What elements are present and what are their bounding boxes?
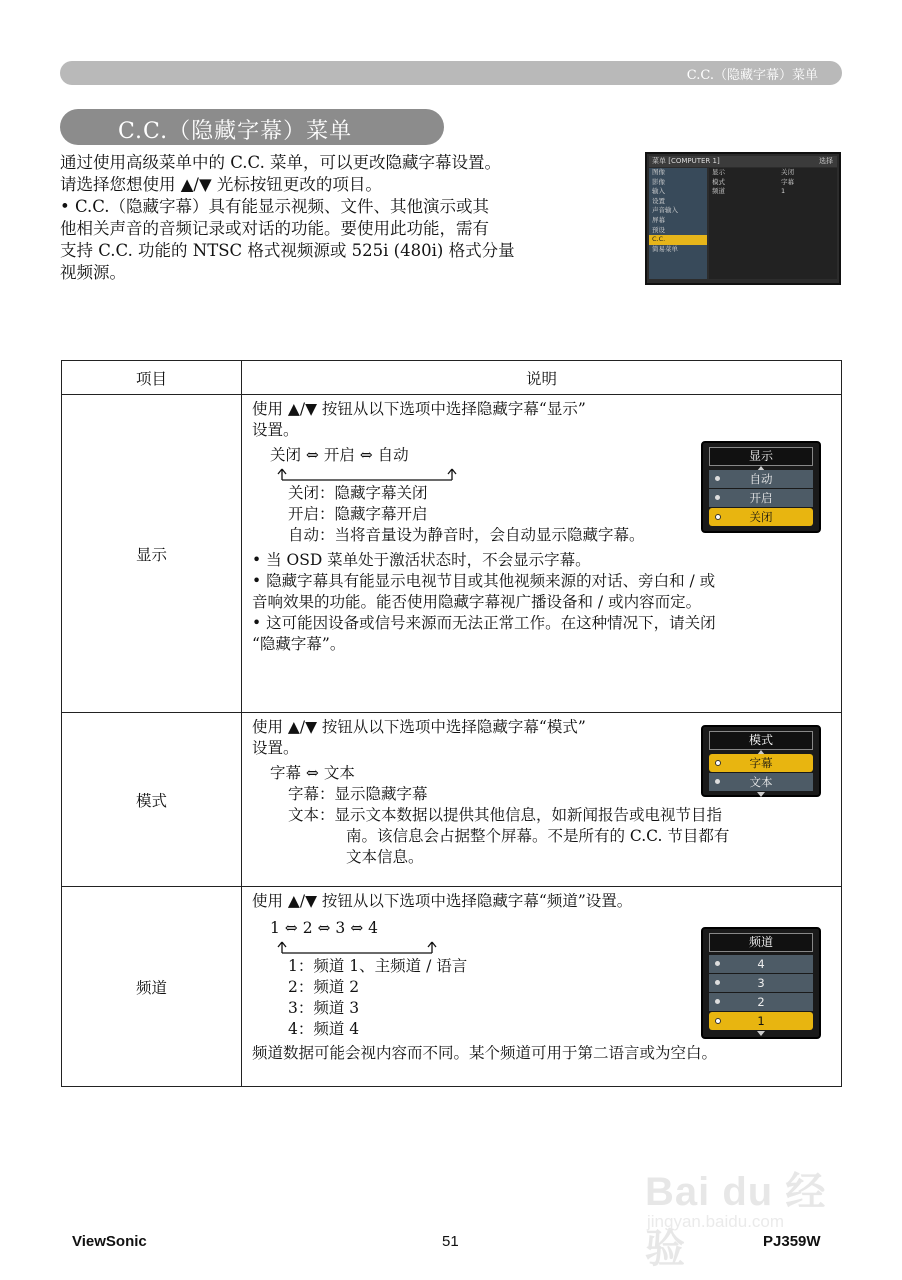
option-line: 2：频道 2 [288, 978, 360, 996]
radio-icon [715, 476, 720, 481]
menu-screenshot-item: 影像 [652, 177, 665, 186]
desc-line: 设置。 [252, 739, 299, 757]
table-row [62, 887, 842, 1087]
row-name: 频道 [712, 187, 725, 196]
osd-option-selected [709, 508, 813, 526]
item-display: 显示 [62, 395, 242, 713]
note-line: • 当 OSD 菜单处于激活状态时，不会显示字幕。 [252, 551, 591, 569]
row-value: 字幕 [781, 177, 794, 186]
intro-line: • C.C.（隐藏字幕）具有能显示视频、文件、其他演示或其 [60, 197, 490, 216]
osd-option-label: 4 [757, 957, 765, 971]
menu-screenshot-item: 简易菜单 [652, 244, 678, 253]
menu-screenshot-row [709, 178, 837, 188]
osd-option-label: 关闭 [749, 510, 773, 524]
menu-screenshot-item: 输入 [652, 187, 665, 196]
option-line: 3：频道 3 [288, 999, 360, 1017]
osd-title: 显示 [709, 447, 813, 466]
desc-line: 使用 ▲/▼ 按钮从以下选项中选择隐藏字幕“频道”设置。 [252, 892, 633, 910]
menu-screenshot-row [709, 168, 837, 178]
radio-selected-icon [715, 1018, 721, 1024]
desc-line: 设置。 [252, 421, 299, 439]
cycle-line: 关闭 ⇔ 开启 ⇔ 自动 [270, 446, 409, 464]
menu-screenshot-left-list [649, 168, 707, 279]
osd-option [709, 470, 813, 488]
osd-option [709, 773, 813, 791]
radio-icon [715, 961, 720, 966]
option-line: 自动：当将音量设为静音时，会自动显示隐藏字幕。 [288, 526, 645, 544]
osd-option-selected [709, 754, 813, 772]
section-title-pill [60, 109, 444, 145]
watermark-url: jingyan.baidu.com [647, 1212, 785, 1231]
footer-brand: ViewSonic [72, 1233, 147, 1250]
down-arrow-icon [757, 792, 765, 797]
menu-screenshot-title: 菜单 [COMPUTER 1] [652, 157, 720, 165]
option-line: 1：频道 1、主频道 / 语言 [288, 957, 468, 975]
col-header-item: 项目 [62, 361, 242, 395]
note-line: “隐藏字幕”。 [252, 635, 346, 653]
desc-line: 使用 ▲/▼ 按钮从以下选项中选择隐藏字幕“模式” [252, 718, 586, 736]
cycle-line: 1 ⇔ 2 ⇔ 3 ⇔ 4 [270, 919, 378, 937]
radio-icon [715, 980, 720, 985]
row-name: 模式 [712, 177, 725, 186]
menu-screenshot-right-panel [709, 168, 837, 279]
osd-option-label: 自动 [749, 472, 773, 486]
intro-paragraph [60, 152, 630, 284]
settings-table [61, 360, 842, 1087]
row-value: 关闭 [781, 168, 794, 176]
osd-title: 模式 [709, 731, 813, 750]
osd-option [709, 974, 813, 992]
intro-line: 视频源。 [60, 263, 126, 282]
osd-option-label: 字幕 [749, 756, 773, 770]
option-line: 开启：隐藏字幕开启 [288, 505, 428, 523]
osd-mode [701, 725, 821, 797]
menu-screenshot-item: 声音输入 [652, 206, 678, 215]
baidu-watermark [645, 1150, 845, 1271]
down-arrow-icon [757, 1031, 765, 1036]
footer-page-number: 51 [442, 1233, 459, 1250]
desc-channel [242, 887, 842, 1087]
note-line: • 这可能因设备或信号来源而无法正常工作。在这种情况下，请关闭 [252, 614, 716, 632]
option-line: 文本：显示文本数据以提供其他信息，如新闻报告或电视节目指 [288, 806, 723, 824]
intro-line: 请选择您想使用 ▲/▼ 光标按钮更改的项目。 [60, 175, 382, 194]
table-header-row [62, 361, 842, 395]
cycle-arrow-icon [277, 467, 457, 483]
footer-model: PJ359W [763, 1233, 821, 1250]
osd-option-label: 文本 [749, 775, 773, 789]
osd-display [701, 441, 821, 533]
section-title: C.C.（隐藏字幕）菜单 [118, 119, 353, 144]
item-mode: 模式 [62, 713, 242, 887]
osd-option [709, 955, 813, 973]
radio-selected-icon [715, 514, 721, 520]
table-row [62, 395, 842, 713]
row-name: 显示 [712, 168, 725, 176]
table-row [62, 713, 842, 887]
cycle-line: 字幕 ⇔ 文本 [270, 764, 355, 782]
option-line: 关闭：隐藏字幕关闭 [288, 484, 428, 502]
menu-screenshot-item: 预设 [652, 225, 665, 234]
desc-line: 使用 ▲/▼ 按钮从以下选项中选择隐藏字幕“显示” [252, 400, 586, 418]
option-line: 南。该信息会占据整个屏幕。不是所有的 C.C. 节目都有 [346, 827, 730, 845]
osd-option [709, 489, 813, 507]
menu-screenshot-item: 图像 [652, 168, 665, 176]
menu-screenshot-row [709, 187, 837, 197]
osd-title: 频道 [709, 933, 813, 952]
osd-option-label: 1 [757, 1014, 765, 1028]
cycle-arrow-icon [277, 940, 437, 956]
menu-screenshot-item: 设置 [652, 196, 665, 205]
option-line: 字幕：显示隐藏字幕 [288, 785, 428, 803]
intro-line: 支持 C.C. 功能的 NTSC 格式视频源或 525i (480i) 格式分量 [60, 241, 515, 260]
menu-screenshot-header [649, 156, 837, 167]
osd-option-label: 开启 [749, 491, 773, 505]
menu-screenshot-item: 屏幕 [652, 215, 665, 224]
desc-display [242, 395, 842, 713]
option-line: 4：频道 4 [288, 1020, 360, 1038]
radio-selected-icon [715, 760, 721, 766]
intro-line: 他相关声音的音频记录或对话的功能。要使用此功能，需有 [60, 219, 489, 238]
running-header-title: C.C.（隐藏字幕）菜单 [686, 68, 818, 83]
osd-option-selected [709, 1012, 813, 1030]
intro-line: 通过使用高级菜单中的 C.C. 菜单，可以更改隐藏字幕设置。 [60, 153, 502, 172]
osd-channel [701, 927, 821, 1039]
note-line: 频道数据可能会视内容而不同。某个频道可用于第二语言或为空白。 [252, 1044, 718, 1062]
watermark-logo-text: Bai du 经验 [645, 1170, 827, 1271]
menu-screenshot-select: 选择 [819, 157, 833, 165]
menu-screenshot-item-selected: C.C. [649, 235, 707, 245]
osd-option-label: 2 [757, 995, 765, 1009]
menu-screenshot [645, 152, 841, 285]
radio-icon [715, 495, 720, 500]
radio-icon [715, 779, 720, 784]
col-header-desc: 说明 [242, 361, 842, 395]
note-line: 音响效果的功能。能否使用隐藏字幕视广播设备和 / 或内容而定。 [252, 593, 702, 611]
osd-option-label: 3 [757, 976, 765, 990]
radio-icon [715, 999, 720, 1004]
note-line: • 隐藏字幕具有能显示电视节目或其他视频来源的对话、旁白和 / 或 [252, 572, 716, 590]
row-value: 1 [781, 187, 786, 196]
option-line: 文本信息。 [346, 848, 424, 866]
running-header-bar [60, 61, 842, 85]
desc-mode [242, 713, 842, 887]
osd-option [709, 993, 813, 1011]
item-channel: 频道 [62, 887, 242, 1087]
